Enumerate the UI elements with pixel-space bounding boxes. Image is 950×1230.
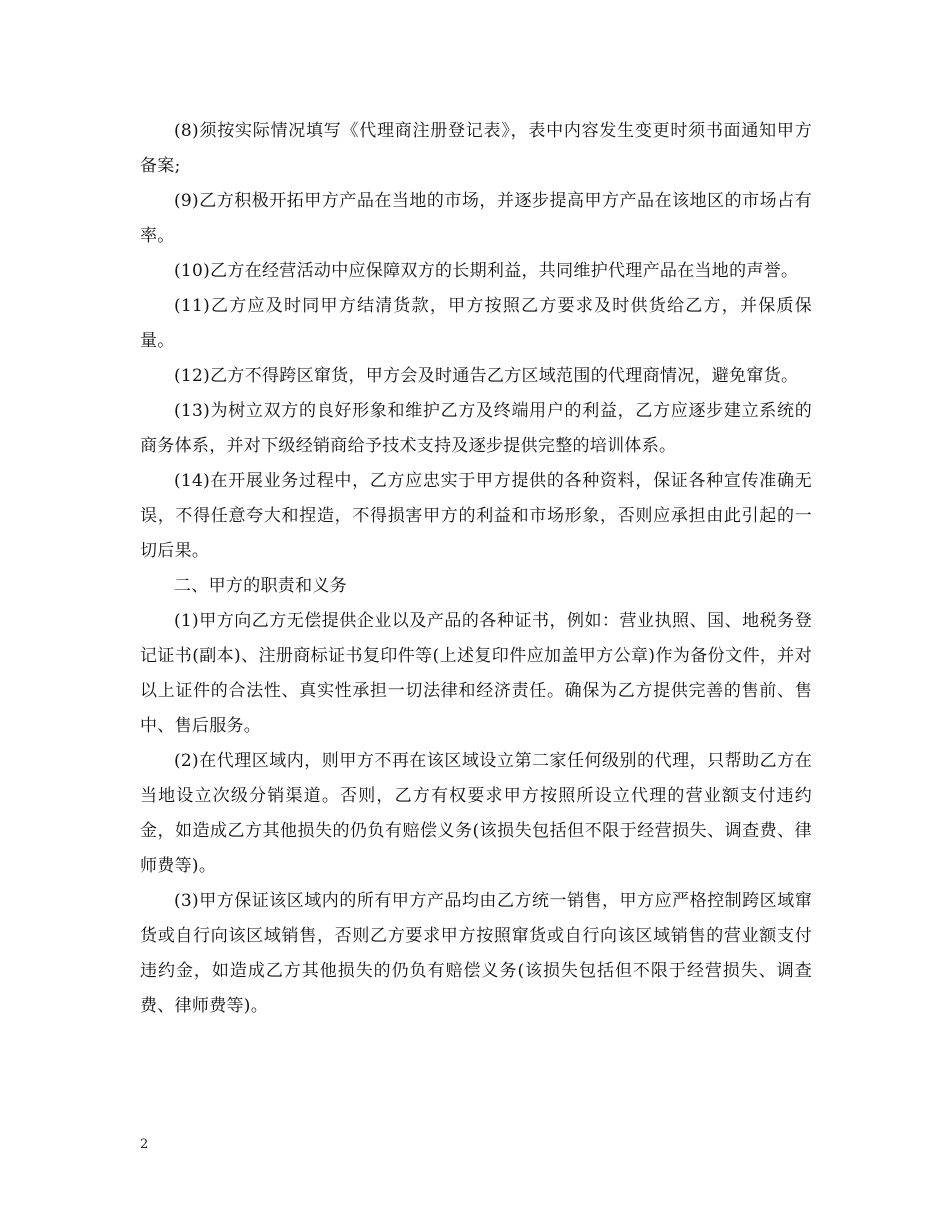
party-a-clause-1: (1)甲方向乙方无偿提供企业以及产品的各种证书，例如：营业执照、国、地税务登记证书(副本)、注册商标证书复印件等(上述复印件应加盖甲方公章)作为备份文件，并对以上证件的合法性、真实性承担一切法律和经济责任。确保为乙方提供完善的售前、售中、售后服务。 (140, 611, 812, 736)
section-heading: 二、甲方的职责和义务 (174, 576, 347, 596)
clause-9: (9)乙方积极开拓甲方产品在当地的市场，并逐步提高甲方产品在该地区的市场占有率。 (140, 191, 812, 246)
clause-12: (12)乙方不得跨区窜货，甲方会及时通告乙方区域范围的代理商情况，避免窜货。 (174, 366, 799, 386)
party-a-clause-3: (3)甲方保证该区域内的所有甲方产品均由乙方统一销售，甲方应严格控制跨区域窜货或自行向该区域销售，否则乙方要求甲方按照窜货或自行向该区域销售的营业额支付违约金，如造成乙方其他损失的仍负有赔偿义务(该损失包括但不限于经营损失、调查费、律师费等)。 (140, 891, 812, 1016)
document-body (140, 114, 812, 1024)
page-number: 2 (140, 1137, 149, 1152)
clause-10: (10)乙方在经营活动中应保障双方的长期利益，共同维护代理产品在当地的声誉。 (174, 261, 799, 281)
clause-11: (11)乙方应及时同甲方结清货款，甲方按照乙方要求及时供货给乙方，并保质保量。 (140, 296, 812, 351)
clause-8: (8)须按实际情况填写《代理商注册登记表》，表中内容发生变更时须书面通知甲方备案; (140, 121, 812, 176)
clause-13: (13)为树立双方的良好形象和维护乙方及终端用户的利益，乙方应逐步建立系统的商务体系，并对下级经销商给予技术支持及逐步提供完整的培训体系。 (140, 401, 812, 456)
clause-14: (14)在开展业务过程中，乙方应忠实于甲方提供的各种资料，保证各种宣传准确无误，不得任意夸大和捏造，不得损害甲方的利益和市场形象，否则应承担由此引起的一切后果。 (140, 471, 812, 561)
party-a-clause-2: (2)在代理区域内，则甲方不再在该区域设立第二家任何级别的代理，只帮助乙方在当地设立次级分销渠道。否则，乙方有权要求甲方按照所设立代理的营业额支付违约金，如造成乙方其他损失的仍负有赔偿义务(该损失包括但不限于经营损失、调查费、律师费等)。 (140, 751, 812, 876)
